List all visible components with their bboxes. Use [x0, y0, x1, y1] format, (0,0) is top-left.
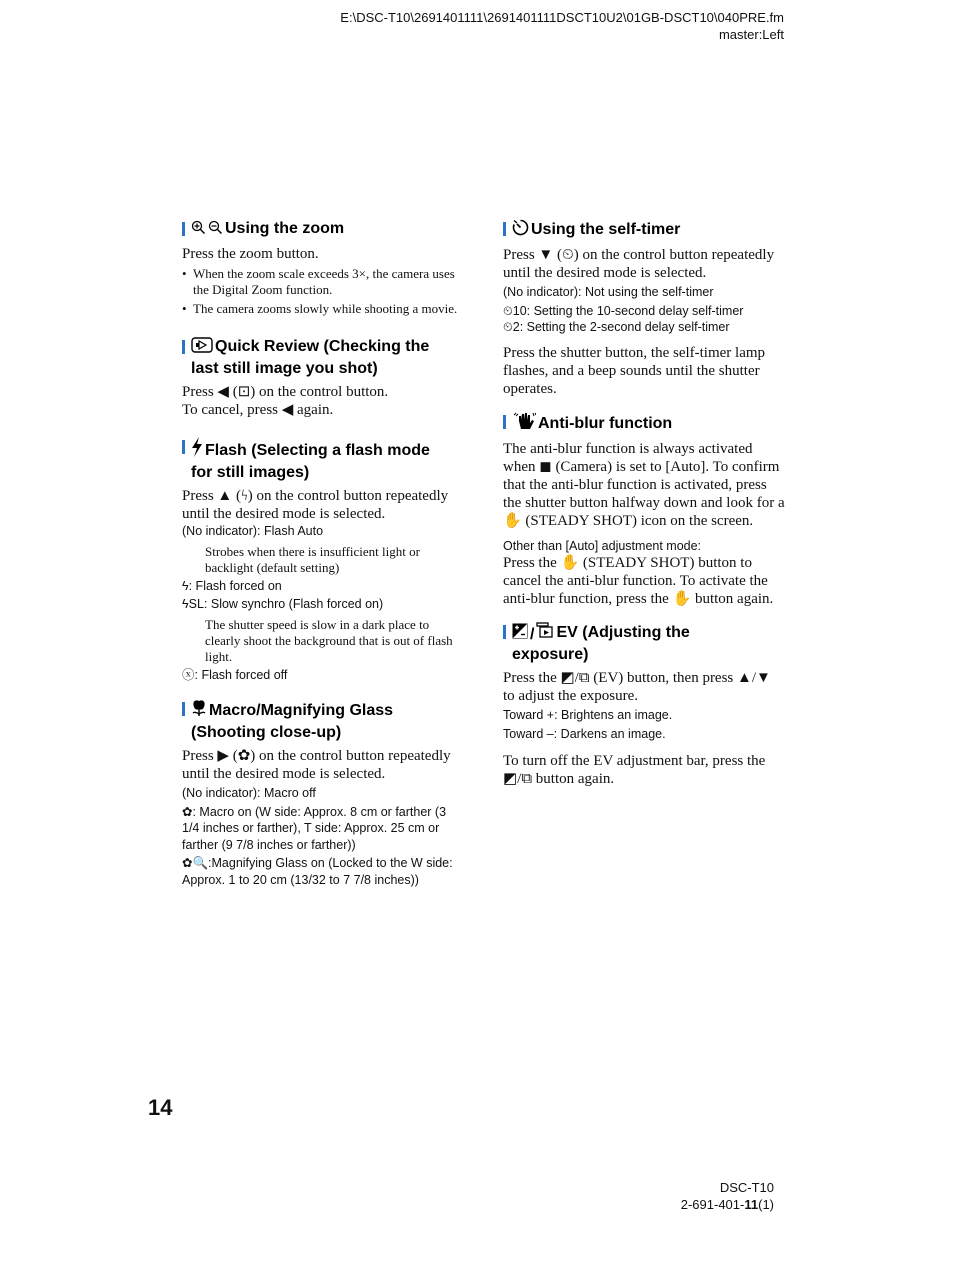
antiblur-text-2: Press the ✋ (STEADY SHOT) button to cancel the anti-blur function. To activate the anti-blur function, press the ✋ button again.	[503, 555, 774, 607]
ev-text-2: To turn off the EV adjustment bar, press the ◩/⧉ button again.	[503, 753, 766, 787]
timer-two: ⏲2: Setting the 2-second delay self-timer	[503, 320, 730, 334]
ev-minus: Toward –: Darkens an image.	[503, 726, 666, 741]
timer-ten: ⏲10: Setting the 10-second delay self-timer	[503, 303, 744, 318]
zoom-in-icon	[191, 220, 206, 241]
document-code	[681, 1196, 774, 1213]
heading-bar	[182, 340, 185, 354]
model-name: DSC-T10	[719, 1180, 774, 1195]
review-title-line2: last still image you shot)	[191, 360, 378, 377]
heading-bar	[182, 222, 185, 236]
timer-text-2: Press the shutter button, the self-timer lamp flashes, and a beep sounds until the shutter operates.	[503, 344, 766, 397]
heading-bar	[182, 440, 185, 454]
macro-text: Press ▶ (✿) on the control button repeatedly until the desired mode is selected.	[182, 748, 451, 782]
macro-off: (No indicator): Macro off	[182, 786, 316, 800]
file-path: E:\DSC-T10\2691401111\2691401111DSCT10U2\01GB-DSCT10\040PRE.fm	[340, 10, 784, 25]
zoom-bullet-1: • When the zoom scale exceeds 3×, the camera uses the Digital Zoom function.	[182, 266, 464, 298]
antiblur-title: Anti-blur function	[538, 414, 673, 432]
flash-slow-synchro: ϟSL: Slow synchro (Flash forced on)	[182, 597, 384, 611]
document-footer	[681, 1179, 774, 1213]
heading-bar	[503, 625, 506, 639]
ev-title-line2: exposure)	[512, 646, 589, 663]
zoom-section	[182, 219, 464, 317]
flash-auto-note: Strobes when there is insufficient light or backlight (default setting)	[205, 543, 420, 575]
right-column	[503, 219, 785, 788]
macro-title-line2: (Shooting close-up)	[191, 724, 342, 741]
zoom-text: Press the zoom button.	[182, 246, 319, 262]
code-bold: 11	[744, 1197, 759, 1212]
flash-title-line2: for still images)	[191, 464, 310, 481]
zoom-heading	[182, 219, 464, 241]
zoom-bullet-2: • The camera zooms slowly while shooting a movie.	[182, 301, 464, 317]
page-number: 14	[148, 1095, 173, 1120]
flash-section	[182, 437, 464, 683]
review-line-2: To cancel, press ◀ again.	[182, 402, 334, 418]
zoom-title: Using the zoom	[225, 220, 345, 237]
flash-title-line1: Flash (Selecting a flash mode	[205, 442, 430, 459]
timer-text: Press ▼ (⏲) on the control button repeatedly until the desired mode is selected.	[503, 247, 775, 281]
magnifying-glass: ✿🔍:Magnifying Glass on (Locked to the W side: Approx. 1 to 20 cm (13/32 to 7 7/8 inches))	[182, 856, 453, 887]
heading-bar	[503, 222, 506, 236]
review-line-1: Press ◀ (⊡) on the control button.	[182, 384, 389, 400]
zoom-out-icon	[208, 220, 223, 241]
flash-slow-note: The shutter speed is slow in a dark place to clearly shoot the background that is out of flash light.	[205, 616, 453, 664]
antiblur-text: The anti-blur function is always activated when ◼ (Camera) is set to [Auto]. To confirm that the anti-blur function is activated, press the shutter button halfway down and look for a ✋ (STEADY SHOT) icon on the screen.	[503, 440, 785, 529]
antiblur-other-mode: Other than [Auto] adjustment mode:	[503, 538, 702, 553]
ev-plus: Toward +: Brightens an image.	[503, 708, 673, 722]
timer-section	[503, 219, 785, 398]
code-suffix: (1)	[758, 1197, 774, 1212]
review-heading	[182, 337, 464, 379]
steady-shot-icon	[512, 412, 536, 436]
ev-section	[503, 622, 785, 788]
flash-text: Press ▲ (ϟ) on the control button repeatedly until the desired mode is selected.	[182, 488, 449, 522]
file-header	[340, 9, 784, 43]
master-label: master:Left	[718, 27, 784, 42]
timer-heading	[503, 219, 785, 242]
antiblur-section	[503, 412, 785, 609]
ev-title-line1: EV (Adjusting the	[556, 624, 690, 641]
flash-forced-on: ϟ: Flash forced on	[182, 578, 282, 593]
playback-icon	[191, 337, 213, 359]
flash-heading	[182, 437, 464, 483]
review-title-line1: Quick Review (Checking the	[215, 338, 430, 355]
review-section	[182, 337, 464, 419]
heading-bar	[182, 702, 185, 716]
flash-auto: (No indicator): Flash Auto	[182, 524, 324, 538]
heading-bar	[503, 415, 506, 429]
self-timer-icon	[512, 219, 529, 242]
left-column	[182, 219, 464, 888]
timer-title: Using the self-timer	[531, 221, 681, 238]
ev-heading: / EV (Adjusting the exposure)	[503, 622, 785, 665]
macro-title-line1: Macro/Magnifying Glass	[209, 702, 394, 719]
display-icon	[536, 622, 554, 645]
macro-on: ✿: Macro on (W side: Approx. 8 cm or farther (3 1/4 inches or farther), T side: Approx. 25 cm or farther (9 7/8 inches or farther))	[182, 804, 447, 852]
ev-text: Press the ◩/⧉ (EV) button, then press ▲/▼ to adjust the exposure.	[503, 670, 771, 704]
flash-forced-off: ⓧ: Flash forced off	[182, 667, 288, 682]
flash-icon	[191, 437, 203, 463]
code-prefix: 2-691-401-	[680, 1197, 745, 1212]
macro-section	[182, 699, 464, 888]
antiblur-heading	[503, 412, 785, 436]
macro-heading	[182, 699, 464, 743]
timer-none: (No indicator): Not using the self-timer	[503, 285, 714, 299]
ev-icon	[512, 623, 528, 645]
macro-flower-icon	[191, 699, 207, 723]
